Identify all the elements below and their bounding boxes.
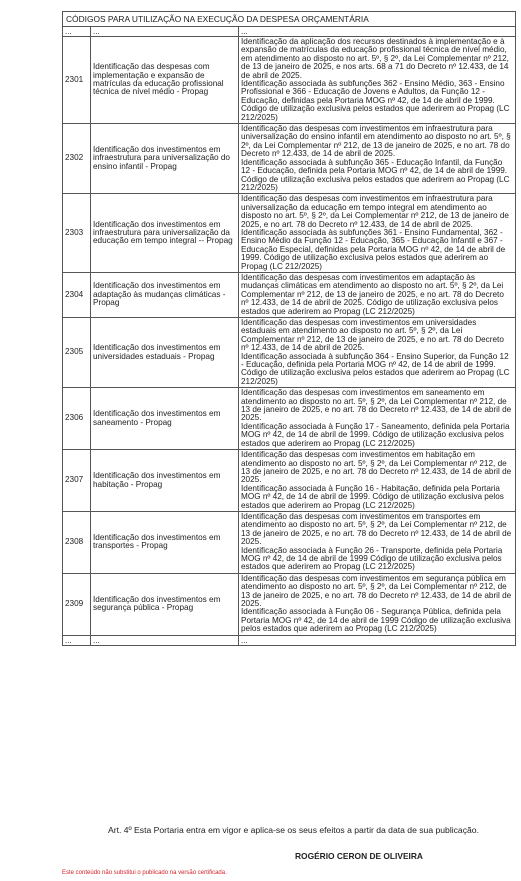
- name-cell: Identificação dos investimentos em infraestrutura para universalização do ensino infantil - Propag: [91, 124, 239, 194]
- description-cell: [239, 194, 516, 273]
- description-cell: [239, 450, 516, 512]
- ellipsis-cell: ...: [63, 635, 91, 645]
- description-cell: [239, 318, 516, 388]
- description-paragraph: Identificação associada à Função 26 - Transporte, definida pela Portaria MOG nº 42, de 14 de abril de 1999 Código de utilização exclusiva pelos estados que aderirem ao Propag (LC 212/2025): [241, 545, 503, 572]
- name-cell: Identificação das despesas com implementação e expansão de matrículas da educação profissional técnica de nível médio - Propag: [91, 37, 239, 124]
- table-row: [63, 124, 516, 194]
- description-paragraph: Identificação das despesas com investimentos em adaptação às mudanças climáticas em atendimento ao disposto no art. 5º, § 2º, da Lei Complementar nº 212, de 13 de janeiro de 2025, e no art. 78 do Decreto nº 12.433, de 14 de abril de 2025. Código de utilização exclusiva pelos estados que aderirem ao Propag (LC 212/2025): [241, 272, 504, 316]
- description-paragraph: Identificação das despesas com investimentos em transportes em atendimento ao disposto no art. 5º, § 2º, da Lei Complementar nº 212, de 13 de janeiro de 2025, e no art. 78 do Decreto nº 12.433, de 14 de abril de 2025.: [241, 511, 512, 547]
- code-cell: 2303: [63, 194, 91, 273]
- disclaimer-text: Este conteúdo não substitui o publicado na versão certificada.: [62, 870, 227, 876]
- description-cell: [239, 511, 516, 573]
- description-paragraph: Código de utilização exclusiva pelos estados que aderirem ao Propag (LC 212/2025): [241, 104, 510, 122]
- codes-table: [62, 11, 516, 646]
- table-row: [63, 450, 516, 512]
- signature-name: ROGÉRIO CERON DE OLIVEIRA: [295, 851, 423, 861]
- ellipsis-cell: ...: [91, 635, 239, 645]
- code-cell: 2307: [63, 450, 91, 512]
- description-cell: [239, 37, 516, 124]
- name-cell: Identificação dos investimentos em habitação - Propag: [91, 450, 239, 512]
- description-cell: [239, 388, 516, 450]
- description-cell: [239, 272, 516, 317]
- ellipsis-row-top: [63, 27, 516, 37]
- description-paragraph: Identificação das despesas com investimentos em segurança pública em atendimento ao disposto no art. 5º, § 2º, da Lei Complementar nº 212, de 13 de janeiro de 2025, e no art. 78 do Decreto nº 12.433, de 14 de abril de 2025.: [241, 573, 512, 608]
- code-cell: 2306: [63, 388, 91, 450]
- name-cell: Identificação dos investimentos em segurança pública - Propag: [91, 573, 239, 635]
- description-paragraph: Identificação associada às subfunções 361 - Ensino Fundamental, 362 - Ensino Médio da Função 12 - Educação, 365 - Educação Infantil e 367 - Educação Especial, definidas pela Portaria MOG nº 42, de 14 de abril de 1999. Código de utilização exclusiva pelos estados que aderirem ao Propag (LC 212/2025): [241, 227, 506, 271]
- description-paragraph: Identificação das despesas com investimentos em habitação em atendimento ao disposto no art. 5º, § 2º, da Lei Complementar nº 212, de 13 de janeiro de 2025, e no art. 78 do Decreto nº 12.433, de 14 de abril de 2025.: [241, 450, 512, 485]
- description-cell: [239, 124, 516, 194]
- description-cell: [239, 573, 516, 635]
- description-paragraph: Identificação associada à Função 17 - Saneamento, definida pela Portaria MOG nº 42, de 14 de abril de 1999. Código de utilização exclusiva pelos estados que aderirem ao Propag (LC 212/2025): [241, 421, 510, 448]
- code-cell: 2308: [63, 511, 91, 573]
- table-title: CÓDIGOS PARA UTILIZAÇÃO NA EXECUÇÃO DA DESPESA ORÇAMENTÁRIA: [63, 12, 516, 27]
- code-cell: 2301: [63, 37, 91, 124]
- name-cell: Identificação dos investimentos em adaptação às mudanças climáticas - Propag: [91, 272, 239, 317]
- description-paragraph: Identificação das despesas com investimentos em universidades estaduais em atendimento ao disposto no art. 5º, § 2º, da Lei Complementar nº 212, de 13 de janeiro de 2025, e no art. 78 do Decreto nº 12.433, de 14 de abril de 2025.: [241, 318, 504, 353]
- description-paragraph: Identificação associada à subfunção 365 - Educação Infantil, da Função 12 - Educação, definida pela Portaria MOG nº 42, de 14 de abril de 1999. Código de utilização exclusiva pelos estados que aderirem ao Propag (LC 212/2025): [241, 157, 510, 192]
- description-paragraph: Identificação associada às subfunções 362 - Ensino Médio, 363 - Ensino Profissional e 366 - Educação de Jovens e Adultos, da Função 12 - Educação, definidas pela Portaria MOG nº 42, de 14 de abril de 1999.: [241, 79, 505, 105]
- ellipsis-cell: ...: [239, 635, 516, 645]
- codes-table-body: [63, 12, 516, 646]
- description-paragraph: Identificação das despesas com investimentos em infraestrutura para universalização do ensino infantil em atendimento ao disposto no art. 5º, § 2º, da Lei Complementar nº 212, de 13 de janeiro de 2025, e no art. 78 do Decreto nº 12.433, de 14 de abril de 2025.: [241, 124, 511, 159]
- name-cell: Identificação dos investimentos em saneamento - Propag: [91, 388, 239, 450]
- code-cell: 2302: [63, 124, 91, 194]
- name-cell: Identificação dos investimentos em infraestrutura para universalização da educação em tempo integral -- Propag: [91, 194, 239, 273]
- table-row: [63, 388, 516, 450]
- table-row: [63, 272, 516, 317]
- description-paragraph: Identificação associada à Função 06 - Segurança Pública, definida pela Portaria MOG nº 42, de 14 de abril de 1999 Código de utilização exclusiva pelos estados que aderirem ao Propag (LC 212/2025): [241, 607, 511, 634]
- ellipsis-cell: ...: [63, 27, 91, 37]
- table-row: [63, 37, 516, 124]
- description-paragraph: Identificação associada à Função 16 - Habitação, definida pela Portaria MOG nº 42, de 14 de abril de 1999. Código de utilização exclusiva pelos estados que aderirem ao Propag (LC 212/2025): [241, 483, 504, 510]
- ellipsis-cell: ...: [239, 27, 516, 37]
- code-cell: 2305: [63, 318, 91, 388]
- name-cell: Identificação dos investimentos em transportes - Propag: [91, 511, 239, 573]
- table-row: [63, 194, 516, 273]
- table-row: [63, 511, 516, 573]
- description-paragraph: Identificação associada à subfunção 364 - Ensino Superior, da Função 12 - Educação, definida pela Portaria MOG nº 42, de 14 de abril de 1999. Código de utilização exclusiva pelos estados que aderirem ao Propag (LC 212/2025): [241, 351, 510, 386]
- ellipsis-cell: ...: [91, 27, 239, 37]
- table-row: [63, 318, 516, 388]
- article-text: Art. 4º Esta Portaria entra em vigor e aplica-se os seus efeitos a partir da data de sua publicação.: [108, 825, 479, 835]
- ellipsis-row-bottom: [63, 635, 516, 645]
- code-cell: 2304: [63, 272, 91, 317]
- table-title-row: [63, 12, 516, 27]
- table-row: [63, 573, 516, 635]
- description-paragraph: Identificação das despesas com investimentos em infraestrutura para universalização da educação em tempo integral em atendimento ao disposto no art. 5º, § 2º, da Lei Complementar nº 212, de 13 de janeiro de 2025, e no art. 78 do Decreto nº 12.433, de 14 de abril de 2025.: [241, 194, 509, 229]
- code-cell: 2309: [63, 573, 91, 635]
- description-paragraph: Identificação das despesas com investimentos em saneamento em atendimento ao disposto no art. 5º, § 2º, da Lei Complementar nº 212, de 13 de janeiro de 2025, e no art. 78 do Decreto nº 12.433, de 14 de abril de 2025.: [241, 388, 512, 423]
- description-paragraph: Identificação da aplicação dos recursos destinados à implementação e à expansão de matrículas da educação profissional técnica de nível médio, em atendimento ao disposto no art. 5º, § 2º, da Lei Complementar nº 212, de 13 de janeiro de 2025, e nos arts. 68 a 71 do Decreto nº 12.433, de 14 de abril de 2025.: [241, 37, 509, 80]
- name-cell: Identificação dos investimentos em universidades estaduais - Propag: [91, 318, 239, 388]
